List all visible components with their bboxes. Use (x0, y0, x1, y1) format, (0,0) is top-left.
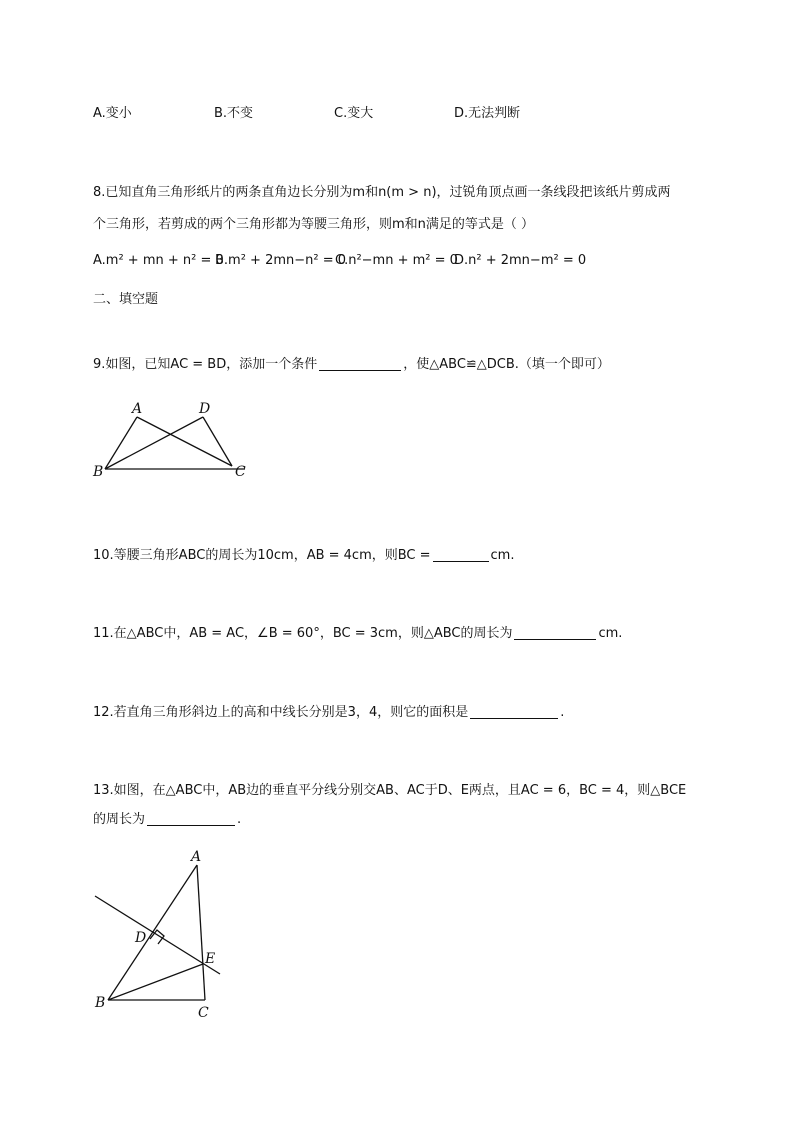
q9-label-d: D (199, 401, 211, 417)
q9-label-c: C (235, 464, 246, 480)
q9-figure (88, 398, 258, 482)
q9-text-before: 9.如图，已知AC = BD，添加一个条件 (93, 357, 318, 372)
q9-label-b: B (93, 464, 104, 480)
q11-text-after: cm. (598, 626, 623, 641)
section-title: 二、填空题 (93, 292, 159, 307)
q7-option-d: D.无法判断 (454, 106, 521, 121)
q8-option-a: A.m² + mn + n² = 0 (93, 253, 224, 268)
q9-label-a: A (132, 401, 143, 417)
q13-stem-line2 (93, 808, 241, 827)
q8-stem-line2: 个三角形，若剪成的两个三角形都为等腰三角形，则m和n满足的等式是（ ） (93, 217, 535, 232)
q13-figure (88, 846, 228, 1022)
q9-stem (93, 353, 610, 372)
q11-text-before: 11.在△ABC中，AB = AC，∠B = 60°，BC = 3cm，则△ABC的周长为 (93, 626, 513, 641)
q10-stem (93, 544, 514, 563)
q9-answer-blank[interactable] (319, 356, 401, 371)
q12-answer-blank[interactable] (470, 704, 558, 719)
q8-option-d: D.n² + 2mn−m² = 0 (454, 253, 587, 268)
q7-option-b: B.不变 (214, 106, 254, 121)
q11-stem (93, 622, 622, 641)
q10-text-before: 10.等腰三角形ABC的周长为10cm，AB = 4cm，则BC = (93, 548, 431, 563)
q10-text-after: cm. (490, 548, 515, 563)
q9-text-after: ，使△ABC≌△DCB.（填一个即可） (403, 357, 610, 372)
q13-segment-be (108, 964, 203, 1000)
q13-stem-line1: 13.如图，在△ABC中，AB边的垂直平分线分别交AB、AC于D、E两点，且AC = 6，BC = 4，则△BCE (93, 783, 687, 798)
q12-stem (93, 701, 564, 720)
q13-segment-ac (197, 865, 205, 1000)
q10-answer-blank[interactable] (433, 547, 489, 562)
q13-label-d: D (135, 930, 147, 946)
q13-label-a: A (191, 849, 202, 865)
q8-stem-line1: 8.已知直角三角形纸片的两条直角边长分别为m和n(m > n)，过锐角顶点画一条线段把该纸片剪成两 (93, 185, 671, 200)
q13-label-b: B (95, 995, 106, 1011)
q8-option-b: B.m² + 2mn−n² = 0 (215, 253, 347, 268)
q13-label-e: E (205, 951, 216, 967)
q7-option-c: C.变大 (334, 106, 374, 121)
q7-option-a: A.变小 (93, 106, 132, 121)
q13-text-before: 的周长为 (93, 812, 146, 827)
q12-text-before: 12.若直角三角形斜边上的高和中线长分别是3，4，则它的面积是 (93, 705, 469, 720)
q13-text-after: . (237, 812, 242, 827)
q13-label-c: C (198, 1005, 209, 1021)
q8-option-c: C.n²−mn + m² = 0 (335, 253, 458, 268)
q12-text-after: . (560, 705, 565, 720)
q13-answer-blank[interactable] (147, 811, 235, 826)
q11-answer-blank[interactable] (514, 625, 596, 640)
